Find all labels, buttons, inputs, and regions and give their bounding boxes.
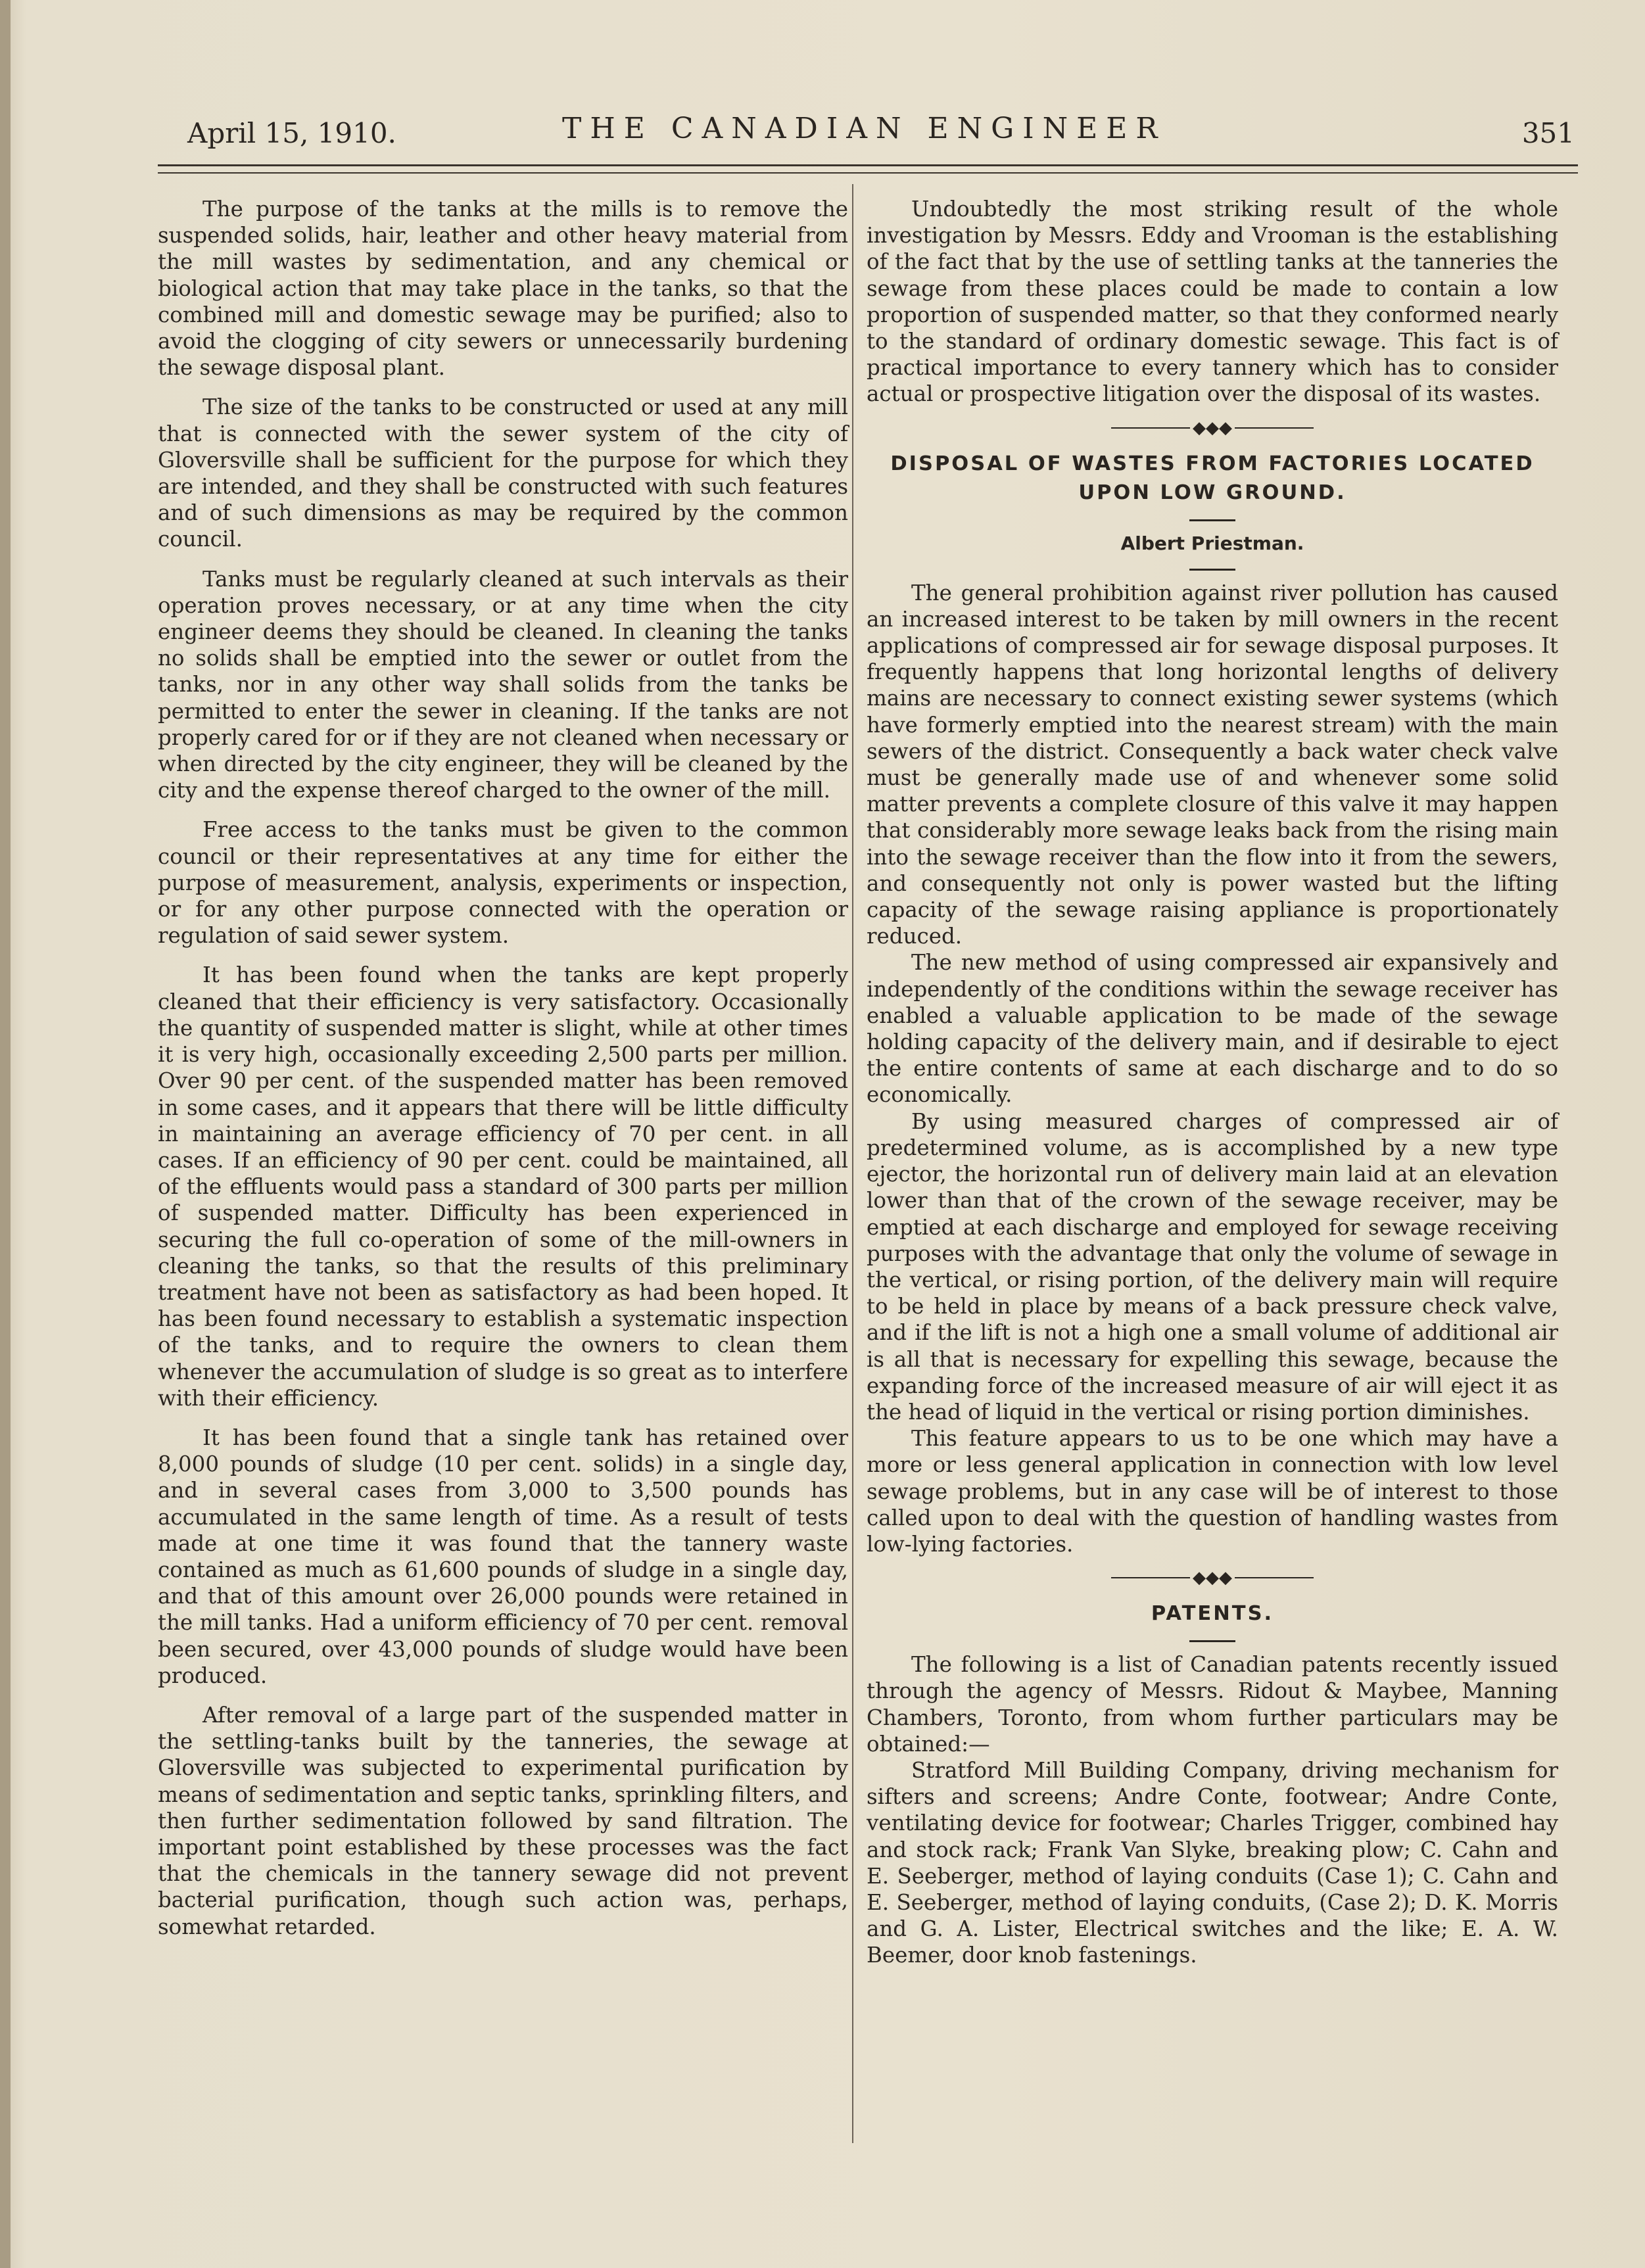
left-paragraph: It has been found that a single tank has retained over 8,000 pounds of sludge (10 per cent. solids) in a single day, and in several cases from 3,000 to 3,500 pounds has accumulated in the same length of time. As a result of tests made at one time it was found that the tannery waste contained as much as 61,600 pounds of sludge in a single day, and that of this amount over 26,000 pounds were retained in the mill tanks. Had a uniform efficiency of 70 per cent. removal been secured, over 43,000 pounds of sludge would have been produced. — [158, 1425, 848, 1688]
patents-rule — [1189, 1640, 1235, 1642]
article-byline: Albert Priestman. — [1120, 532, 1304, 554]
header-title: THE CANADIAN ENGINEER — [562, 112, 1166, 145]
patents-paragraph: The following is a list of Canadian patents recently issued through the agency of Messrs. Ridout & Maybee, Manning Chambers, Toronto, from whom further particulars may be obtained:— — [867, 1652, 1558, 1757]
column-divider — [852, 184, 853, 2143]
left-paragraph: The size of the tanks to be constructed or used at any mill that is connected with the sewer system of the city of Gloversville shall be sufficient for the purpose for which they are intended, and they shall be constructed with such features and of such dimensions as may be required by the common council. — [158, 394, 848, 552]
section-ornament: ◆◆◆ — [867, 1568, 1558, 1588]
patents-heading: PATENTS. — [1151, 1602, 1274, 1626]
heading-rule — [1189, 519, 1235, 521]
article-heading: DISPOSAL OF WASTES FROM FACTORIES LOCATED UPON LOW GROUND. — [890, 452, 1535, 504]
left-column — [158, 196, 848, 1940]
page-header — [187, 112, 1575, 158]
left-paragraph: The purpose of the tanks at the mills is to remove the suspended solids, hair, leather and other heavy material from the mill wastes by sedimentation, and any chemical or biological action that may take place in the tanks, so that the combined mill and domestic sewage may be purified; also to avoid the clogging of city sewers or unnecessarily burdening the sewage disposal plant. — [158, 197, 848, 381]
left-paragraph: Tanks must be regularly cleaned at such intervals as their operation proves necessary, or at any time when the city engineer deems they should be cleaned. In cleaning the tanks no solids shall be emptied into the sewer or outlet from the tanks, nor in any other way shall solids from the tanks be permitted to enter the sewer in cleaning. If the tanks are not properly cared for or if they are not cleaned when necessary or when directed by the city engineer, they will be cleaned by the city and the expense thereof charged to the owner of the mill. — [158, 566, 848, 803]
left-paragraph: It has been found when the tanks are kept properly cleaned that their efficiency is very satisfactory. Occasionally the quantity of suspended matter is slight, while at other times it is very high, occasionally exceeding 2,500 parts per million. Over 90 per cent. of the suspended matter has been removed in some cases, and it appears that there will be little difficulty in maintaining an average efficiency of 70 per cent. in all cases. If an efficiency of 90 per cent. could be maintained, all of the effluents would pass a standard of 300 parts per million of suspended matter. Difficulty has been experienced in securing the full co-operation of some of the mill-owners in cleaning the tanks, so that the results of this preliminary treatment have not been as satisfactory as had been hoped. It has been found necessary to establish a systematic inspection of the tanks, and to require the owners to clean them whenever the accumulation of sludge is so great as to interfere with their efficiency. — [158, 962, 848, 1411]
article-paragraph: The general prohibition against river pollution has caused an increased interest to be taken by mill owners in the recent applications of compressed air for sewage disposal purposes. It frequently happens that long horizontal lengths of delivery mains are necessary to connect existing sewer systems (which have formerly emptied into the nearest stream) with the main sewers of the district. Consequently a back water check valve must be generally made use of and whenever some solid matter prevents a complete closure of this valve it may happen that considerably more sewage leaks back from the rising main into the sewage receiver than the flow into it from the sewers, and consequently not only is power wasted but the lifting capacity of the sewage raising appliance is proportionately reduced. — [867, 580, 1558, 949]
byline-rule — [1189, 569, 1235, 571]
article-paragraph: This feature appears to us to be one which may have a more or less general application in connection with low level sewage problems, but in any case will be of interest to those called upon to deal with the question of handling wastes from low-lying factories. — [867, 1426, 1558, 1557]
right-column — [867, 196, 1558, 1969]
section-ornament: ◆◆◆ — [867, 418, 1558, 438]
page-binding-edge — [0, 0, 11, 2268]
left-paragraph: After removal of a large part of the suspended matter in the settling-tanks built by the tanneries, the sewage at Gloversville was subjected to experimental purification by means of sedimentation and septic tanks, sprinkling filters, and then further sedimentation followed by sand filtration. The important point established by these processes was the fact that the chemicals in the tannery sewage did not prevent bacterial purification, though such action was, perhaps, somewhat retarded. — [158, 1702, 848, 1939]
header-rule-thin — [158, 172, 1578, 174]
header-rule-thick — [158, 164, 1578, 166]
left-paragraph: Free access to the tanks must be given to the common council or their representatives at any time for either the purpose of measurement, analysis, experiments or inspection, or for any other purpose connected with the operation or regulation of said sewer system. — [158, 817, 848, 949]
header-page-number: 351 — [1521, 117, 1575, 149]
header-date: April 15, 1910. — [187, 117, 396, 149]
article-paragraph: The new method of using compressed air expansively and independently of the conditions within the sewage receiver has enabled a valuable application to be made of the sewage holding capacity of the delivery main, and if desirable to eject the entire contents of same at each discharge and to do so economically. — [867, 950, 1558, 1108]
intro-paragraph: Undoubtedly the most striking result of the whole investigation by Messrs. Eddy and Vrooman is the establishing of the fact that by the use of settling tanks at the tanneries the sewage from these places could be made to contain a low proportion of suspended matter, so that they conformed nearly to the standard of ordinary domestic sewage. This fact is of practical importance to every tannery which has to consider actual or prospective litigation over the disposal of its wastes. — [867, 197, 1558, 407]
patents-paragraph: Stratford Mill Building Company, driving mechanism for sifters and screens; Andre Conte, footwear; Andre Conte, ventilating device for footwear; Charles Trigger, combined hay and stock rack; Frank Van Slyke, breaking plow; C. Cahn and E. Seeberger, method of laying conduits (Case 1); C. Cahn and E. Seeberger, method of laying conduits, (Case 2); D. K. Morris and G. A. Lister, Electrical switches and the like; E. A. W. Beemer, door knob fastenings. — [867, 1757, 1558, 1968]
article-paragraph: By using measured charges of compressed air of predetermined volume, as is accomplished by a new type ejector, the horizontal run of delivery main laid at an elevation lower than that of the crown of the sewage receiver, may be emptied at each discharge and employed for sewage receiving purposes with the advantage that only the volume of sewage in the vertical, or rising portion, of the delivery main will require to be held in place by means of a back pressure check valve, and if the lift is not a high one a small volume of additional air is all that is necessary for expelling this sewage, because the expanding force of the increased measure of air will eject it as the head of liquid in the vertical or rising portion diminishes. — [867, 1108, 1558, 1425]
